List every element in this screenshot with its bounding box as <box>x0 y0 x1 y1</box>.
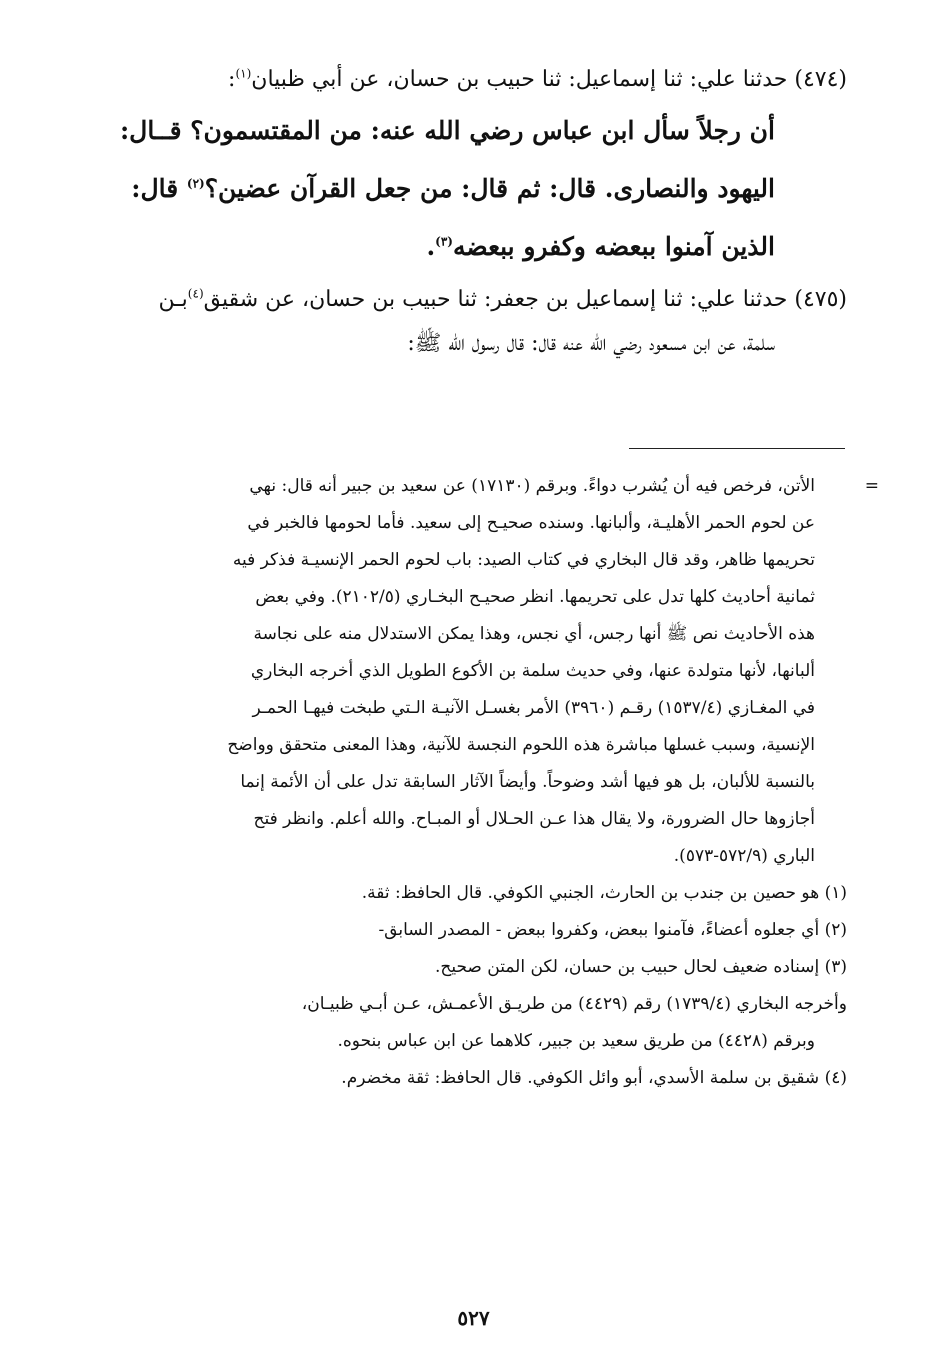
footnote-4: (٤) شقيق بن سلمة الأسدي، أبو وائل الكوفي. قال الحافظ: ثقة مخضرم. <box>341 1068 847 1088</box>
continuation-mark: = <box>864 476 879 496</box>
matn-line-2-end: قال: <box>131 174 187 203</box>
continuation-line: الباري (٥٧٢/٩-٥٧٣). <box>673 846 815 866</box>
footnote-ref-4[interactable]: (٤) <box>187 286 204 301</box>
continuation-line: تحريمها ظاهر، وقد قال البخاري في كتاب الصيد: باب لحوم الحمر الإنسيـة فذكر فيه <box>232 550 815 570</box>
hadith-475-isnad-line-2: سلمة، عن ابن مسعود رضي الله عنه قال: قال رسول الله ﷺ: <box>407 331 775 356</box>
isnad-end: : <box>228 67 236 92</box>
footnote-2: (٢) أي جعلوه أعضاءً، فآمنوا ببعض، وكفروا ببعض - المصدر السابق- <box>378 920 847 940</box>
isnad-475-text: (٤٧٥) حدثنا علي: ثنا إسماعيل بن جعفر: ثنا حبيب بن حسان، عن شقيق <box>203 287 847 312</box>
continuation-line: هذه الأحاديث نص ﷺ أنها رجس، أي نجس، وهذا يمكن الاستدلال منه على نجاسة <box>253 624 815 644</box>
isnad-text: (٤٧٤) حدثنا علي: ثنا إسماعيل: ثنا حبيب بن حسان، عن أبي ظبيان <box>251 67 847 92</box>
isnad-475-end: بـن <box>158 287 188 312</box>
hadith-475 <box>100 278 847 366</box>
footnote-ref-1[interactable]: (١) <box>235 66 252 81</box>
hadith-474-isnad <box>100 58 847 102</box>
continuation-line: الإنسية، وسبب غسلها مباشرة هذه اللحوم النجسة للآنية، وهذا المعنى متحقق وواضح <box>227 735 815 755</box>
footnote-ref-2[interactable]: (٢) <box>186 176 205 191</box>
footnote-3: (٣) إسناده ضعيف لحال حبيب بن حسان، لكن المتن صحيح. <box>434 957 847 977</box>
continuation-line: ألبانها، لأنها متولدة عنها، وفي حديث سلمة بن الأكوع الطويل الذي أخرجه البخاري <box>250 661 815 681</box>
page-number: ٥٢٧ <box>457 1306 490 1330</box>
continuation-line: بالنسبة للألبان، بل هو فيها أشد وضوحاً. وأيضاً الآثار السابقة تدل على أن الأئمة إنما <box>240 772 815 792</box>
continuation-line: ثمانية أحاديث كلها تدل على تحريمها. انظر صحيـح البخـاري (٢١٠٢/٥). وفي بعض <box>255 587 815 607</box>
hadith-475-isnad-line-1 <box>100 278 847 322</box>
hadith-474-matn <box>100 102 847 276</box>
matn-line-3 <box>106 218 775 276</box>
continuation-line: عن لحوم الحمر الأهليـة، وألبانها. وسنده صحيـح إلى سعيد. فأما لحومها فالخبر في <box>247 513 815 533</box>
footnote-continuation <box>100 468 879 875</box>
footnote-separator <box>629 448 845 449</box>
matn-line-3-end: . <box>426 232 436 261</box>
matn-line-2 <box>106 160 775 218</box>
footnote-1: (١) هو حصين بن جندب بن الحارث، الجنبي الكوفي. قال الحافظ: ثقة. <box>361 883 847 903</box>
matn-line-1: أن رجلاً سأل ابن عباس رضي الله عنه: من المقتسمون؟ قــال: <box>119 116 775 145</box>
hadith-474 <box>100 58 847 276</box>
continuation-line: الأتن، فرخص فيه أن يُشرب دواءً. وبرقم (١٧١٣٠) عن سعيد بن جبير أنه قال: نهي <box>249 476 815 496</box>
matn-line-3-text: الذين آمنوا ببعضه وكفرو ببعضه <box>452 232 775 261</box>
footnote-ref-3[interactable]: (٣) <box>435 234 453 249</box>
footnotes <box>100 468 879 1097</box>
footnote-3-extension-2: وبرقم (٤٤٢٨) من طريق سعيد بن جبير، كلاهما عن ابن عباس بنحوه. <box>337 1031 815 1051</box>
continuation-line: أجازوها حال الضرورة، ولا يقال هذا عـن الحـلال أو المبـاح. والله أعلم. وانظر فتح <box>253 809 815 829</box>
footnote-3-extension-1: وأخرجه البخاري (١٧٣٩/٤) رقم (٤٤٢٩) من طريـق الأعمـش، عـن أبـي ظبيـان، <box>301 994 847 1014</box>
continuation-line: في المغـازي (١٥٣٧/٤) رقـم (٣٩٦٠) الأمر بغسـل الآنيـة الـتي طبخت فيهـا الحمـر <box>252 698 815 718</box>
main-text <box>100 58 847 366</box>
matn-line-2-text: اليهود والنصارى. قال: ثم قال: من جعل القرآن عضين؟ <box>204 174 775 203</box>
